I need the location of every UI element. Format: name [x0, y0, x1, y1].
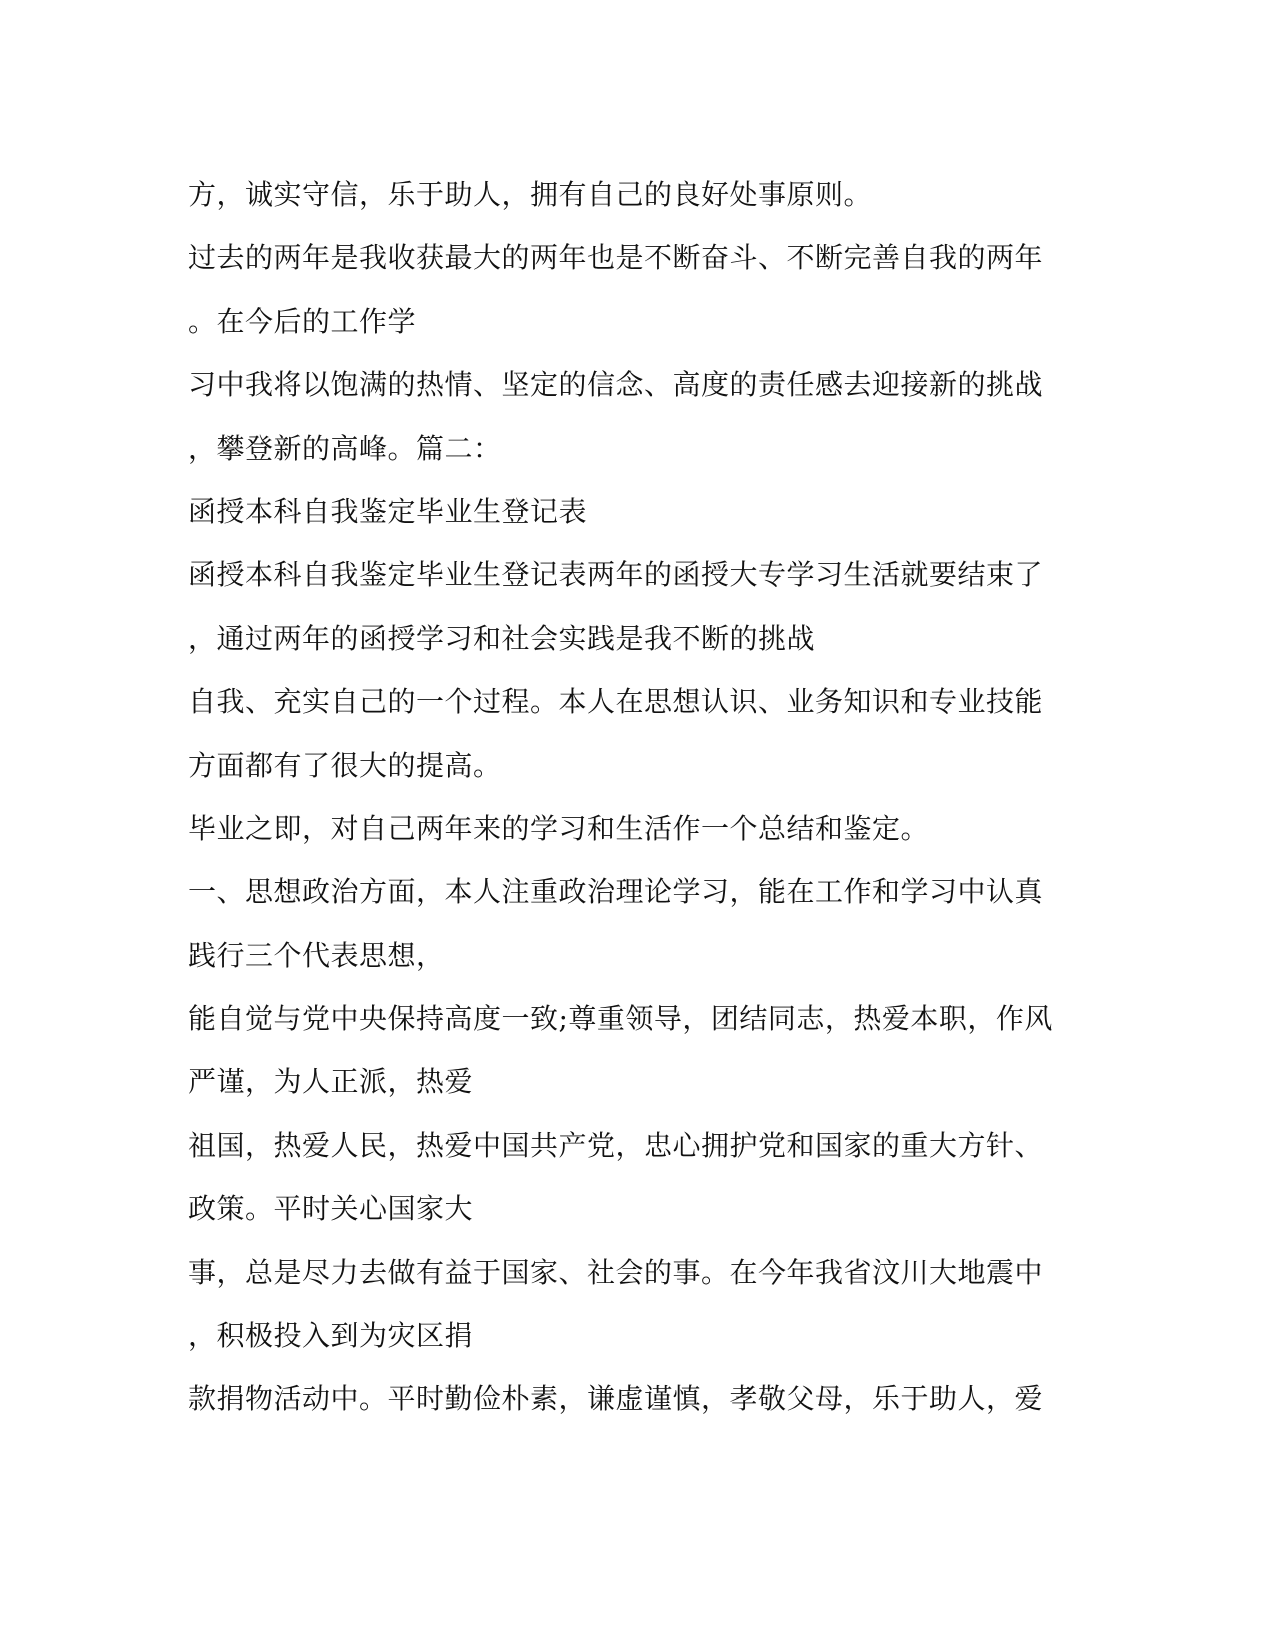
text-line: 款捐物活动中。平时勤俭朴素，谦虚谨慎，孝敬父母，乐于助人，爱	[188, 1382, 1044, 1416]
text-line: 方，诚实守信，乐于助人，拥有自己的良好处事原则。	[188, 178, 873, 211]
text-line: 事，总是尽力去做有益于国家、社会的事。在今年我省汶川大地震中	[188, 1255, 1044, 1289]
text-line: 一、思想政治方面，本人注重政治理论学习，能在工作和学习中认真	[188, 875, 1044, 909]
text-line: 过去的两年是我收获最大的两年也是不断奋斗、不断完善自我的两年	[188, 241, 1044, 275]
text-line: ，攀登新的高峰。篇二：	[188, 431, 502, 465]
section-heading: 函授本科自我鉴定毕业生登记表	[188, 494, 588, 528]
text-line: 习中我将以饱满的热情、坚定的信念、高度的责任感去迎接新的挑战	[188, 368, 1044, 402]
text-line: ，积极投入到为灾区捐	[188, 1319, 474, 1353]
text-line: 方面都有了很大的提高。	[188, 748, 502, 782]
body-text	[188, 163, 1088, 1431]
text-line: 毕业之即，对自己两年来的学习和生活作一个总结和鉴定。	[188, 811, 930, 845]
text-line: 践行三个代表思想，	[188, 938, 445, 972]
text-line: 祖国，热爱人民，热爱中国共产党，忠心拥护党和国家的重大方针、	[188, 1128, 1044, 1162]
text-line: 严谨，为人正派，热爱	[188, 1065, 474, 1099]
text-line: 。在今后的工作学	[188, 304, 417, 338]
text-line: 能自觉与党中央保持高度一致;尊重领导，团结同志，热爱本职，作风	[188, 1002, 1053, 1036]
text-line: 函授本科自我鉴定毕业生登记表两年的函授大专学习生活就要结束了	[188, 558, 1044, 592]
text-line: 自我、充实自己的一个过程。本人在思想认识、业务知识和专业技能	[188, 685, 1044, 719]
text-line: ，通过两年的函授学习和社会实践是我不断的挑战	[188, 621, 816, 655]
text-line: 政策。平时关心国家大	[188, 1192, 474, 1226]
